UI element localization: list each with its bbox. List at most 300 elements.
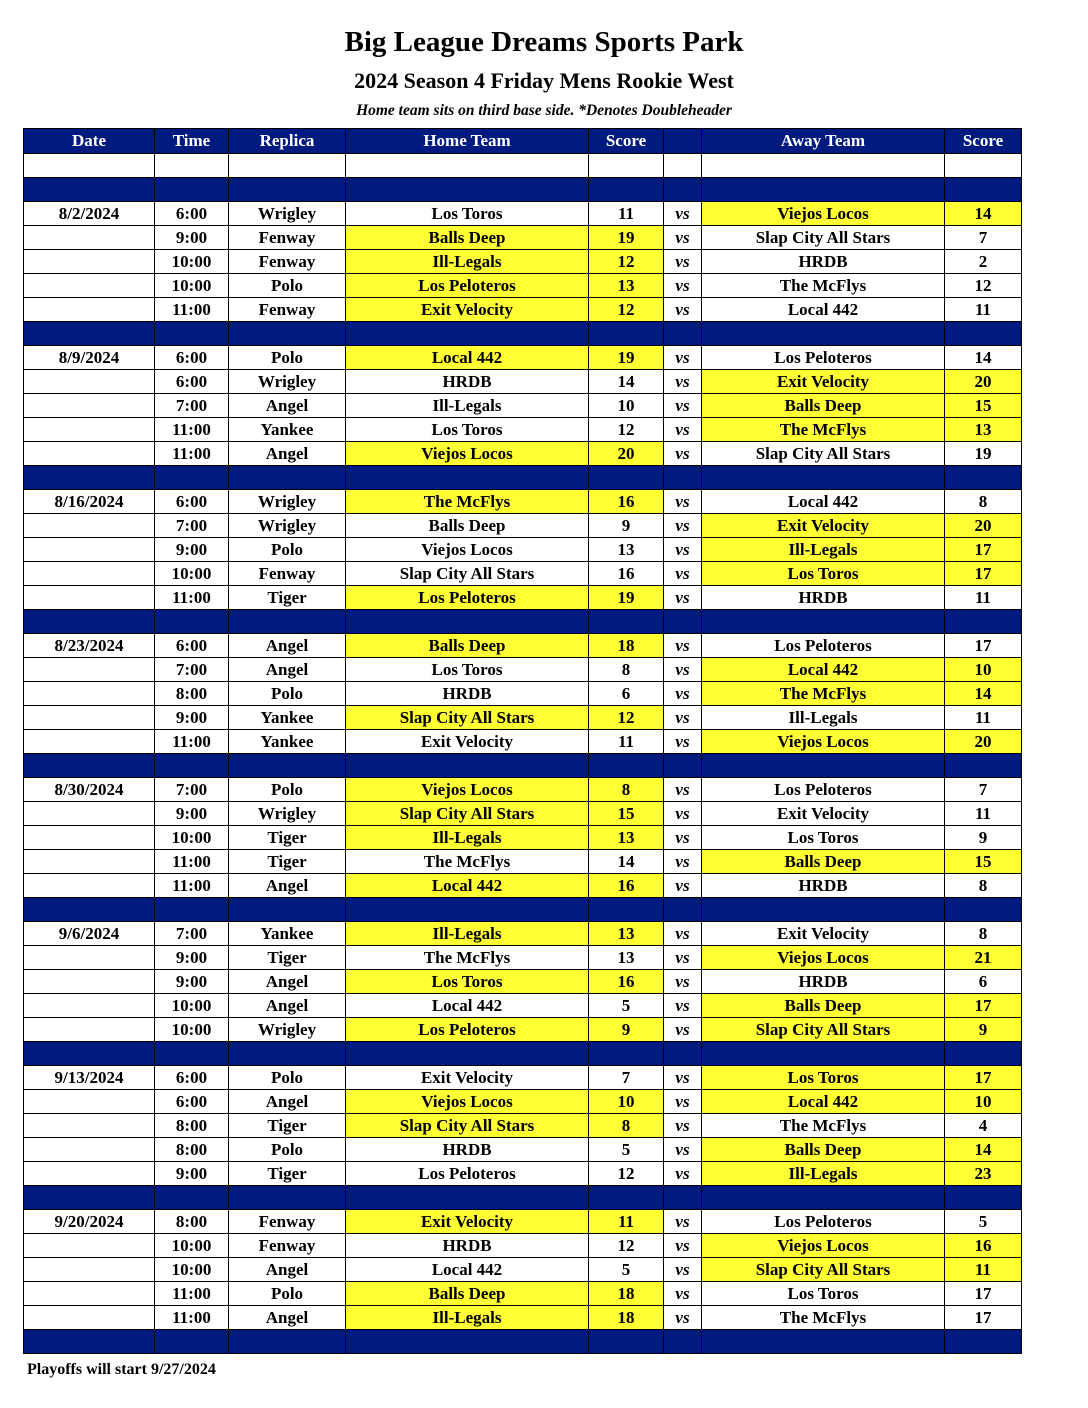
away-score: 11 — [945, 586, 1022, 610]
away-team: Ill-Legals — [702, 706, 945, 730]
game-time: 10:00 — [155, 826, 229, 850]
game-time: 6:00 — [155, 490, 229, 514]
home-score: 12 — [589, 1234, 664, 1258]
week-separator-row — [24, 466, 1022, 490]
game-row — [24, 946, 1022, 970]
home-score: 7 — [589, 1066, 664, 1090]
game-row — [24, 802, 1022, 826]
away-team: Slap City All Stars — [702, 442, 945, 466]
vs-label: vs — [664, 538, 702, 562]
away-score: 4 — [945, 1114, 1022, 1138]
home-team: Ill-Legals — [346, 922, 589, 946]
away-score: 17 — [945, 994, 1022, 1018]
game-date — [24, 658, 155, 682]
game-replica: Fenway — [229, 1234, 346, 1258]
vs-label: vs — [664, 418, 702, 442]
home-team: Local 442 — [346, 874, 589, 898]
vs-label: vs — [664, 706, 702, 730]
home-team: Los Peloteros — [346, 586, 589, 610]
vs-label: vs — [664, 682, 702, 706]
vs-label: vs — [664, 562, 702, 586]
week-separator-row — [24, 178, 1022, 202]
game-time: 11:00 — [155, 418, 229, 442]
home-score: 16 — [589, 562, 664, 586]
game-time: 11:00 — [155, 586, 229, 610]
home-team: Los Toros — [346, 418, 589, 442]
game-date — [24, 562, 155, 586]
col-header-date: Date — [24, 129, 155, 154]
game-date — [24, 1162, 155, 1186]
game-time: 6:00 — [155, 202, 229, 226]
away-team: HRDB — [702, 250, 945, 274]
away-team: Local 442 — [702, 658, 945, 682]
game-replica: Wrigley — [229, 370, 346, 394]
game-date: 9/20/2024 — [24, 1210, 155, 1234]
game-replica: Polo — [229, 346, 346, 370]
home-team: Viejos Locos — [346, 778, 589, 802]
away-team: Local 442 — [702, 490, 945, 514]
game-row — [24, 970, 1022, 994]
game-date: 8/9/2024 — [24, 346, 155, 370]
week-separator-row — [24, 898, 1022, 922]
game-row — [24, 586, 1022, 610]
home-score: 12 — [589, 250, 664, 274]
game-time: 9:00 — [155, 706, 229, 730]
week-separator-row — [24, 1042, 1022, 1066]
game-replica: Wrigley — [229, 802, 346, 826]
col-header-home-score: Score — [589, 129, 664, 154]
game-time: 7:00 — [155, 514, 229, 538]
game-date — [24, 1282, 155, 1306]
game-time: 6:00 — [155, 1090, 229, 1114]
game-row — [24, 1210, 1022, 1234]
vs-label: vs — [664, 970, 702, 994]
vs-label: vs — [664, 634, 702, 658]
home-team: The McFlys — [346, 946, 589, 970]
game-row — [24, 1114, 1022, 1138]
game-replica: Angel — [229, 970, 346, 994]
game-row — [24, 298, 1022, 322]
home-team: Slap City All Stars — [346, 1114, 589, 1138]
home-team: HRDB — [346, 682, 589, 706]
game-replica: Polo — [229, 274, 346, 298]
away-team: Local 442 — [702, 1090, 945, 1114]
game-replica: Tiger — [229, 586, 346, 610]
away-score: 17 — [945, 538, 1022, 562]
home-score: 8 — [589, 778, 664, 802]
home-score: 19 — [589, 586, 664, 610]
game-row — [24, 226, 1022, 250]
away-team: The McFlys — [702, 274, 945, 298]
game-row — [24, 706, 1022, 730]
game-time: 11:00 — [155, 730, 229, 754]
game-row — [24, 1258, 1022, 1282]
game-time: 7:00 — [155, 778, 229, 802]
game-row — [24, 922, 1022, 946]
game-replica: Fenway — [229, 250, 346, 274]
away-team: Local 442 — [702, 298, 945, 322]
col-header-home-team: Home Team — [346, 129, 589, 154]
away-team: Balls Deep — [702, 1138, 945, 1162]
home-score: 18 — [589, 634, 664, 658]
game-row — [24, 514, 1022, 538]
home-team: Balls Deep — [346, 634, 589, 658]
away-team: HRDB — [702, 874, 945, 898]
vs-label: vs — [664, 370, 702, 394]
game-date — [24, 442, 155, 466]
game-row — [24, 250, 1022, 274]
week-separator-row — [24, 322, 1022, 346]
away-score: 19 — [945, 442, 1022, 466]
game-row — [24, 1282, 1022, 1306]
away-team: The McFlys — [702, 1306, 945, 1330]
col-header-vs — [664, 129, 702, 154]
game-date: 9/6/2024 — [24, 922, 155, 946]
home-score: 18 — [589, 1282, 664, 1306]
home-team: Slap City All Stars — [346, 562, 589, 586]
game-time: 6:00 — [155, 1066, 229, 1090]
vs-label: vs — [664, 226, 702, 250]
away-team: Los Toros — [702, 562, 945, 586]
game-replica: Angel — [229, 1306, 346, 1330]
home-score: 16 — [589, 970, 664, 994]
game-row — [24, 658, 1022, 682]
game-row — [24, 1162, 1022, 1186]
away-team: Viejos Locos — [702, 946, 945, 970]
away-team: Slap City All Stars — [702, 226, 945, 250]
away-score: 8 — [945, 874, 1022, 898]
home-team: Exit Velocity — [346, 730, 589, 754]
game-time: 11:00 — [155, 874, 229, 898]
game-date: 8/16/2024 — [24, 490, 155, 514]
away-score: 6 — [945, 970, 1022, 994]
game-replica: Angel — [229, 658, 346, 682]
game-time: 11:00 — [155, 442, 229, 466]
away-team: Exit Velocity — [702, 514, 945, 538]
away-team: Exit Velocity — [702, 370, 945, 394]
home-score: 15 — [589, 802, 664, 826]
home-score: 13 — [589, 922, 664, 946]
game-time: 10:00 — [155, 994, 229, 1018]
away-team: Los Toros — [702, 826, 945, 850]
col-header-replica: Replica — [229, 129, 346, 154]
home-score: 5 — [589, 1138, 664, 1162]
away-team: Viejos Locos — [702, 730, 945, 754]
game-date — [24, 1234, 155, 1258]
vs-label: vs — [664, 1018, 702, 1042]
game-date — [24, 226, 155, 250]
home-team: Local 442 — [346, 346, 589, 370]
home-score: 8 — [589, 1114, 664, 1138]
away-score: 13 — [945, 418, 1022, 442]
away-team: Ill-Legals — [702, 1162, 945, 1186]
home-team: HRDB — [346, 370, 589, 394]
game-time: 9:00 — [155, 1162, 229, 1186]
week-separator-row — [24, 1186, 1022, 1210]
away-score: 17 — [945, 1306, 1022, 1330]
home-score: 9 — [589, 1018, 664, 1042]
game-date — [24, 874, 155, 898]
away-score: 15 — [945, 850, 1022, 874]
game-replica: Fenway — [229, 298, 346, 322]
game-row — [24, 1234, 1022, 1258]
game-replica: Fenway — [229, 226, 346, 250]
vs-label: vs — [664, 1162, 702, 1186]
game-time: 9:00 — [155, 802, 229, 826]
playoffs-note: Playoffs will start 9/27/2024 — [27, 1361, 216, 1378]
game-time: 8:00 — [155, 1210, 229, 1234]
away-score: 20 — [945, 370, 1022, 394]
home-score: 5 — [589, 994, 664, 1018]
game-time: 10:00 — [155, 1258, 229, 1282]
away-score: 21 — [945, 946, 1022, 970]
game-time: 10:00 — [155, 274, 229, 298]
away-score: 2 — [945, 250, 1022, 274]
home-score: 12 — [589, 298, 664, 322]
game-row — [24, 538, 1022, 562]
vs-label: vs — [664, 946, 702, 970]
game-replica: Fenway — [229, 562, 346, 586]
home-score: 12 — [589, 1162, 664, 1186]
home-team: Slap City All Stars — [346, 706, 589, 730]
vs-label: vs — [664, 1306, 702, 1330]
home-team: Balls Deep — [346, 226, 589, 250]
home-score: 11 — [589, 730, 664, 754]
home-score: 8 — [589, 658, 664, 682]
game-time: 11:00 — [155, 850, 229, 874]
game-replica: Polo — [229, 1138, 346, 1162]
vs-label: vs — [664, 394, 702, 418]
vs-label: vs — [664, 1210, 702, 1234]
home-team: Ill-Legals — [346, 250, 589, 274]
away-score: 15 — [945, 394, 1022, 418]
away-score: 9 — [945, 826, 1022, 850]
away-score: 16 — [945, 1234, 1022, 1258]
away-score: 17 — [945, 1066, 1022, 1090]
home-team: Exit Velocity — [346, 1066, 589, 1090]
home-score: 9 — [589, 514, 664, 538]
game-replica: Polo — [229, 538, 346, 562]
home-score: 11 — [589, 1210, 664, 1234]
game-row — [24, 418, 1022, 442]
away-score: 5 — [945, 1210, 1022, 1234]
vs-label: vs — [664, 250, 702, 274]
vs-label: vs — [664, 202, 702, 226]
game-replica: Polo — [229, 778, 346, 802]
game-time: 6:00 — [155, 346, 229, 370]
col-header-time: Time — [155, 129, 229, 154]
game-replica: Yankee — [229, 418, 346, 442]
home-team: Ill-Legals — [346, 394, 589, 418]
away-team: Los Toros — [702, 1282, 945, 1306]
col-header-away-team: Away Team — [702, 129, 945, 154]
home-team: Viejos Locos — [346, 538, 589, 562]
away-team: The McFlys — [702, 1114, 945, 1138]
home-team: Los Toros — [346, 658, 589, 682]
home-team: Los Toros — [346, 202, 589, 226]
home-team: Exit Velocity — [346, 298, 589, 322]
game-row — [24, 490, 1022, 514]
away-score: 17 — [945, 562, 1022, 586]
game-replica: Angel — [229, 1090, 346, 1114]
away-team: Slap City All Stars — [702, 1258, 945, 1282]
game-time: 10:00 — [155, 562, 229, 586]
home-score: 13 — [589, 826, 664, 850]
home-score: 20 — [589, 442, 664, 466]
game-row — [24, 394, 1022, 418]
vs-label: vs — [664, 1114, 702, 1138]
away-score: 10 — [945, 658, 1022, 682]
home-team: Slap City All Stars — [346, 802, 589, 826]
game-date — [24, 826, 155, 850]
game-row — [24, 442, 1022, 466]
game-date — [24, 1114, 155, 1138]
game-date — [24, 418, 155, 442]
game-time: 7:00 — [155, 658, 229, 682]
game-date — [24, 1090, 155, 1114]
game-row — [24, 346, 1022, 370]
away-score: 11 — [945, 706, 1022, 730]
home-team: Balls Deep — [346, 1282, 589, 1306]
game-date — [24, 994, 155, 1018]
home-score: 13 — [589, 274, 664, 298]
game-time: 11:00 — [155, 1282, 229, 1306]
col-header-away-score: Score — [945, 129, 1022, 154]
vs-label: vs — [664, 922, 702, 946]
game-date — [24, 250, 155, 274]
game-date — [24, 1138, 155, 1162]
home-team: Los Toros — [346, 970, 589, 994]
game-row — [24, 874, 1022, 898]
game-replica: Wrigley — [229, 514, 346, 538]
vs-label: vs — [664, 514, 702, 538]
home-team: Los Peloteros — [346, 1162, 589, 1186]
vs-label: vs — [664, 778, 702, 802]
game-time: 9:00 — [155, 538, 229, 562]
page-note: Home team sits on third base side. *Denotes Doubleheader — [356, 102, 732, 119]
away-score: 10 — [945, 1090, 1022, 1114]
away-team: The McFlys — [702, 682, 945, 706]
home-team: The McFlys — [346, 850, 589, 874]
game-date — [24, 802, 155, 826]
page-title: Big League Dreams Sports Park — [344, 26, 744, 58]
game-replica: Yankee — [229, 922, 346, 946]
away-score: 20 — [945, 514, 1022, 538]
game-row — [24, 1090, 1022, 1114]
away-score: 14 — [945, 682, 1022, 706]
away-team: Los Peloteros — [702, 1210, 945, 1234]
away-team: Slap City All Stars — [702, 1018, 945, 1042]
away-score: 20 — [945, 730, 1022, 754]
game-replica: Tiger — [229, 850, 346, 874]
game-date — [24, 1258, 155, 1282]
game-time: 9:00 — [155, 970, 229, 994]
game-date — [24, 538, 155, 562]
away-score: 17 — [945, 634, 1022, 658]
game-date — [24, 370, 155, 394]
game-row — [24, 1018, 1022, 1042]
away-team: Los Peloteros — [702, 346, 945, 370]
game-date — [24, 682, 155, 706]
game-replica: Wrigley — [229, 1018, 346, 1042]
home-team: Ill-Legals — [346, 1306, 589, 1330]
game-replica: Fenway — [229, 1210, 346, 1234]
blank-row — [24, 154, 1022, 178]
game-date: 8/30/2024 — [24, 778, 155, 802]
game-time: 10:00 — [155, 1234, 229, 1258]
game-time: 6:00 — [155, 634, 229, 658]
home-score: 13 — [589, 538, 664, 562]
vs-label: vs — [664, 490, 702, 514]
vs-label: vs — [664, 1066, 702, 1090]
game-time: 11:00 — [155, 1306, 229, 1330]
away-team: Ill-Legals — [702, 538, 945, 562]
game-date — [24, 850, 155, 874]
game-date — [24, 274, 155, 298]
home-team: HRDB — [346, 1138, 589, 1162]
away-score: 7 — [945, 226, 1022, 250]
game-row — [24, 202, 1022, 226]
game-row — [24, 274, 1022, 298]
game-row — [24, 1066, 1022, 1090]
vs-label: vs — [664, 826, 702, 850]
away-score: 23 — [945, 1162, 1022, 1186]
home-score: 19 — [589, 226, 664, 250]
game-replica: Angel — [229, 442, 346, 466]
game-replica: Angel — [229, 1258, 346, 1282]
game-date — [24, 586, 155, 610]
away-score: 8 — [945, 490, 1022, 514]
game-time: 10:00 — [155, 1018, 229, 1042]
home-score: 5 — [589, 1258, 664, 1282]
game-date: 8/2/2024 — [24, 202, 155, 226]
game-time: 8:00 — [155, 682, 229, 706]
game-row — [24, 1138, 1022, 1162]
away-score: 17 — [945, 1282, 1022, 1306]
home-score: 6 — [589, 682, 664, 706]
home-score: 14 — [589, 850, 664, 874]
game-time: 8:00 — [155, 1114, 229, 1138]
home-score: 14 — [589, 370, 664, 394]
away-team: Viejos Locos — [702, 202, 945, 226]
vs-label: vs — [664, 874, 702, 898]
home-score: 11 — [589, 202, 664, 226]
game-replica: Wrigley — [229, 490, 346, 514]
game-time: 9:00 — [155, 226, 229, 250]
game-replica: Polo — [229, 1066, 346, 1090]
game-time: 7:00 — [155, 394, 229, 418]
vs-label: vs — [664, 442, 702, 466]
away-score: 9 — [945, 1018, 1022, 1042]
game-replica: Angel — [229, 394, 346, 418]
game-row — [24, 850, 1022, 874]
game-time: 9:00 — [155, 946, 229, 970]
game-time: 10:00 — [155, 250, 229, 274]
home-team: Local 442 — [346, 994, 589, 1018]
home-team: Viejos Locos — [346, 1090, 589, 1114]
home-team: Viejos Locos — [346, 442, 589, 466]
home-team: HRDB — [346, 1234, 589, 1258]
home-score: 19 — [589, 346, 664, 370]
game-replica: Angel — [229, 874, 346, 898]
game-row — [24, 682, 1022, 706]
game-date — [24, 394, 155, 418]
home-score: 12 — [589, 706, 664, 730]
home-score: 16 — [589, 490, 664, 514]
week-separator-row — [24, 754, 1022, 778]
home-score: 13 — [589, 946, 664, 970]
game-row — [24, 730, 1022, 754]
